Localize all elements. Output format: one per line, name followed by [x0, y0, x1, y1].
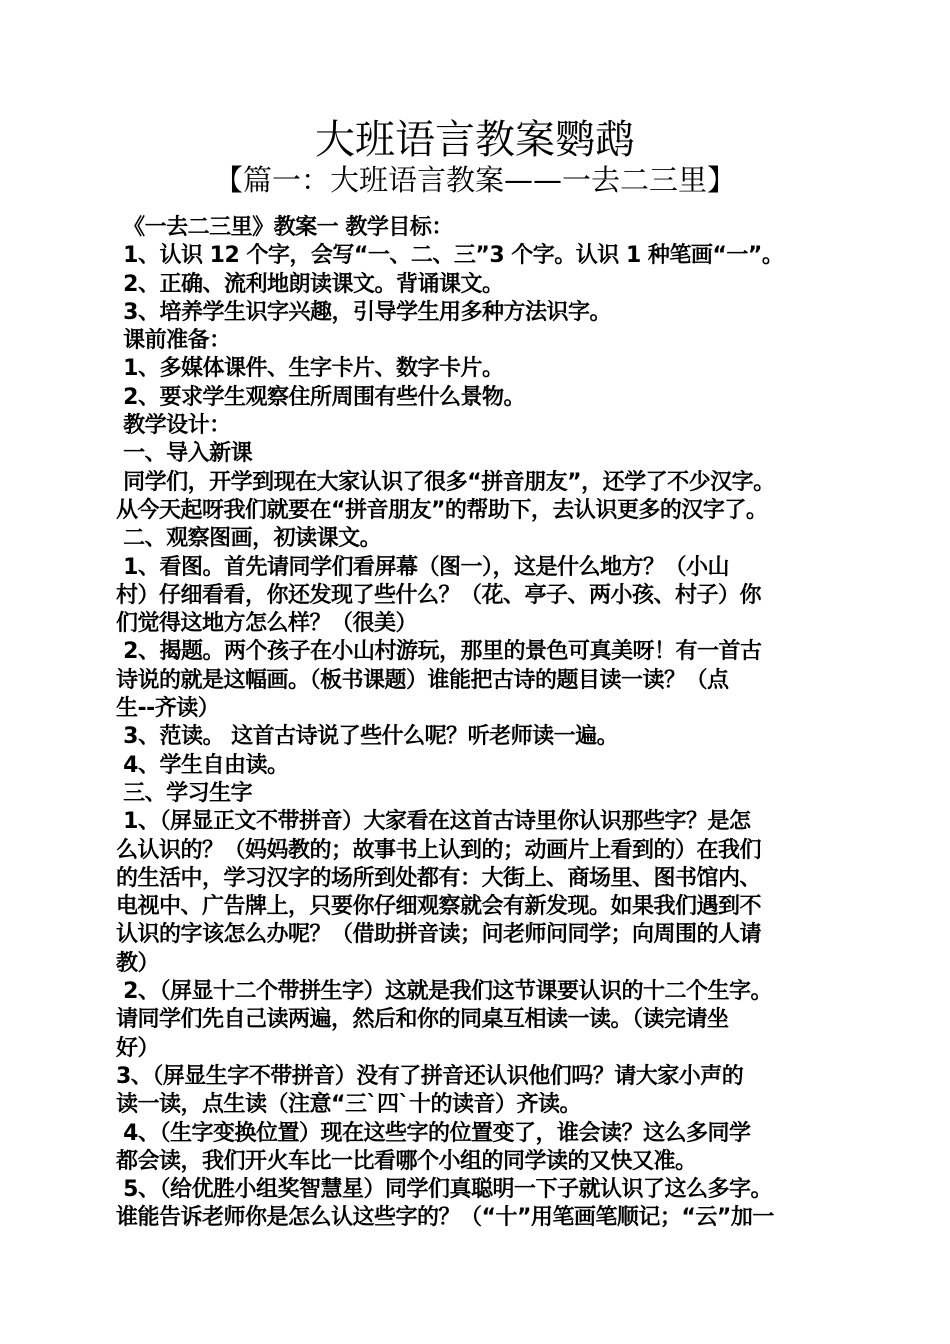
text-line: 2、要求学生观察住所周围有些什么景物。	[116, 384, 525, 410]
text-line: 村）仔细看看，你还发现了些什么？（花、亭子、两小孩、村子）你	[116, 582, 762, 608]
text-line: 认识的字该怎么办呢？（借助拼音读；问老师问同学；向周围的人请	[116, 922, 762, 948]
text-line: 课前准备：	[116, 328, 231, 354]
text-line: 1、看图。首先请同学们看屏幕（图一），这是什么地方？（小山	[116, 554, 729, 580]
text-line: 2、揭题。两个孩子在小山村游玩，那里的景色可真美呀！有一首古	[116, 639, 762, 665]
text-line: 生--齐读）	[116, 696, 220, 722]
document-subtitle: 【篇一：大班语言教案——一去二三里】	[213, 163, 736, 197]
text-line: 诗说的就是这幅画。（板书课题）谁能把古诗的题目读一读？（点	[116, 667, 729, 693]
document-title: 大班语言教案鹦鹉	[315, 117, 635, 163]
text-line: 2、正确、流利地朗读课文。背诵课文。	[116, 271, 504, 297]
text-line: 1、认识 12 个字，会写“一、二、三”3 个字。认识 1 种笔画“一”。	[116, 243, 784, 269]
text-line: 1、多媒体课件、生字卡片、数字卡片。	[116, 356, 504, 382]
text-line: 同学们，开学到现在大家认识了很多“拼音朋友”，还学了不少汉字。	[116, 469, 775, 495]
document-body	[116, 214, 846, 1233]
text-line: 3、（屏显生字不带拼音）没有了拼音还认识他们吗？请大家小声的	[116, 1063, 744, 1089]
text-line: 们觉得这地方怎么样？（很美）	[116, 611, 418, 637]
text-line: 二、观察图画，初读课文。	[116, 526, 382, 552]
text-line: 4、学生自由读。	[116, 752, 289, 778]
text-line: 谁能告诉老师你是怎么认这些字的？（“十”用笔画笔顺记；“云”加一	[116, 1205, 774, 1231]
text-line: 教）	[116, 950, 160, 976]
text-line: 从今天起呀我们就要在“拼音朋友”的帮助下，去认识更多的汉字了。	[116, 497, 768, 523]
text-line: 电视中、广告牌上，只要你仔细观察就会有新发现。如果我们遇到不	[116, 894, 762, 920]
text-line: 2、（屏显十二个带拼生字）这就是我们这节课要认识的十二个生字。	[116, 979, 772, 1005]
text-line: 都会读，我们开火车比一比看哪个小组的同学读的又快又准。	[116, 1148, 697, 1174]
text-line: 三、学习生字	[116, 780, 253, 806]
text-line: 请同学们先自己读两遍，然后和你的同桌互相读一读。（读完请坐	[116, 1007, 729, 1033]
text-line: 教学设计：	[116, 413, 231, 439]
text-line: 《一去二三里》教案一 教学目标：	[116, 215, 453, 240]
text-line: 好）	[116, 1035, 160, 1061]
text-line: 4、（生字变换位置）现在这些字的位置变了，谁会读？这么多同学	[116, 1120, 751, 1146]
text-line: 3、培养学生识字兴趣，引导学生用多种方法识字。	[116, 299, 611, 325]
text-line: 5、（给优胜小组奖智慧星）同学们真聪明一下子就认识了这么多字。	[116, 1177, 772, 1203]
text-line: 1、（屏显正文不带拼音）大家看在这首古诗里你认识那些字？是怎	[116, 809, 751, 835]
text-line: 的生活中，学习汉字的场所到处都有：大街上、商场里、图书馆内、	[116, 865, 762, 891]
text-line: 读一读，点生读（注意“三`四`十的读音）齐读。	[116, 1092, 581, 1118]
text-line: 么认识的？（妈妈教的；故事书上认到的；动画片上看到的）在我们	[116, 837, 762, 863]
text-line: 3、范读。 这首古诗说了些什么呢？听老师读一遍。	[116, 724, 619, 750]
text-line: 一、导入新课	[116, 441, 253, 467]
